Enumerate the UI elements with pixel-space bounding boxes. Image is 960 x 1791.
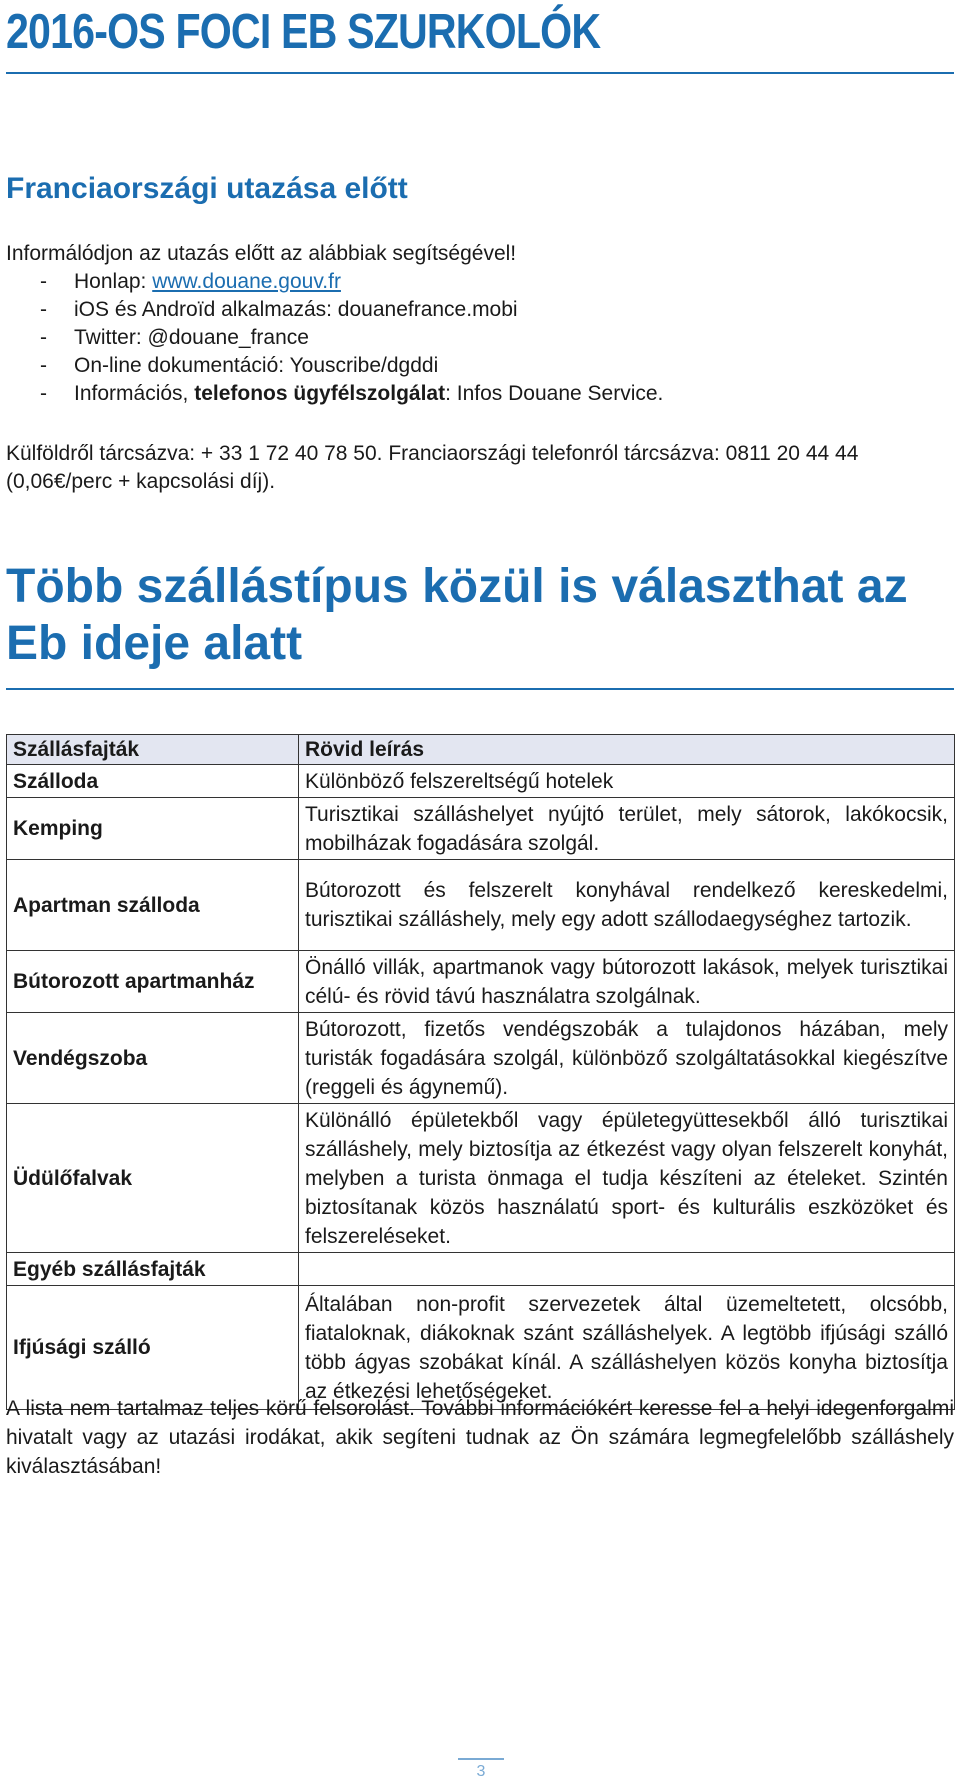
row-desc: Turisztikai szálláshelyet nyújtó terület, mely sátorok, lakókocsik, mobilházak fogadására szolgál. [299,798,955,860]
docs-text: On-line dokumentáció: Youscribe/dgddi [74,354,439,377]
page-number: 3 [476,1763,486,1780]
list-item-phone [6,380,663,408]
row-desc: Bútorozott és felszerelt konyhával rendelkező kereskedelmi, turisztikai szálláshely, mely egy adott szállodaegységhez tartozik. [299,860,955,951]
phone-prefix: Információs, [74,382,195,405]
row-type: Apartman szálloda [7,860,299,951]
row-type: Üdülőfalvak [7,1104,299,1253]
section-title-accommodation: Több szállástípus közül is választhat az Eb ideje alatt [6,560,908,670]
title-divider [6,72,954,74]
list-dash: - [40,354,47,377]
website-label: Honlap: [74,270,153,293]
list-item-twitter [6,324,663,352]
list-item-docs [6,352,663,380]
row-type: Szálloda [7,765,299,798]
row-desc: Különböző felszereltségű hotelek [299,765,955,798]
row-desc: Önálló villák, apartmanok vagy bútorozott lakások, melyek turisztikai célú- és rövid távú használatra szolgálnak. [299,951,955,1013]
main-title: 2016-OS FOCI EB SZURKOLÓK [6,5,601,59]
table-row [7,1286,955,1410]
list-dash: - [40,270,47,293]
row-desc: Különálló épületekből vagy épületegyüttesekből álló turisztikai szálláshely, mely biztosítja az étkezést vagy olyan felszerelt konyhát, melyben a turista önmaga el tudja készíteni az ételeket. Szintén biztosítanak közös használatú sport- és kulturális eszközöket és felszereléseket. [299,1104,955,1253]
row-type: Ifjúsági szálló [7,1286,299,1410]
phone-rest: : Infos Douane Service. [445,382,664,405]
row-type: Kemping [7,798,299,860]
table-row [7,1013,955,1104]
row-type: Egyéb szállásfajták [7,1253,299,1286]
header-desc: Rövid leírás [299,735,955,765]
footer-note: A lista nem tartalmaz teljes körű felsorolást. További információkért keresse fel a helyi idegenforgalmi hivatalt vagy az utazási irodákat, akik segíteni tudnak az Ön számára legmegfelelőbb szálláshely kiválasztásában! [6,1397,954,1478]
contact-numbers: Külföldről tárcsázva: + 33 1 72 40 78 50. Franciaországi telefonról tárcsázva: 0811 20 44 44 (0,06€/perc + kapcsolási díj). [6,442,859,493]
table-row [7,1104,955,1253]
row-desc [299,1253,955,1286]
header-type: Szállásfajták [7,735,299,765]
table-row [7,860,955,951]
row-desc: Bútorozott, fizetős vendégszobák a tulajdonos házában, mely turisták fogadására szolgál, különböző szolgáltatásokkal kiegészítve (reggeli és ágynemű). [299,1013,955,1104]
table-row [7,765,955,798]
page-number-rule [458,1758,504,1760]
twitter-text: Twitter: @douane_france [74,326,309,349]
list-item-app [6,296,663,324]
row-type: Vendégszoba [7,1013,299,1104]
table-row [7,951,955,1013]
row-desc: Általában non-profit szervezetek által üzemeltetett, olcsóbb, fiataloknak, diákoknak szánt szálláshelyek. A legtöbb ifjúsági szálló több ágyas szobákat kínál. A szálláshelyen közös konyha biztosítja az étkezési lehetőségeket. [299,1286,955,1410]
section-title-travel: Franciaországi utazása előtt [6,172,408,205]
table-header-row [7,735,955,765]
list-dash: - [40,326,47,349]
website-link[interactable]: www.douane.gouv.fr [152,270,341,293]
list-dash: - [40,298,47,321]
app-text: iOS és Androïd alkalmazás: douanefrance.mobi [74,298,518,321]
table-row [7,798,955,860]
phone-service-bold: telefonos ügyfélszolgálat [194,382,446,405]
info-source-list [6,268,663,408]
list-dash: - [40,382,47,405]
section-divider [6,688,954,690]
table-row [7,1253,955,1286]
accommodation-table [6,734,955,1410]
list-item-website [6,268,663,296]
row-type: Bútorozott apartmanház [7,951,299,1013]
intro-text: Informálódjon az utazás előtt az alábbiak segítségével! [6,242,517,265]
